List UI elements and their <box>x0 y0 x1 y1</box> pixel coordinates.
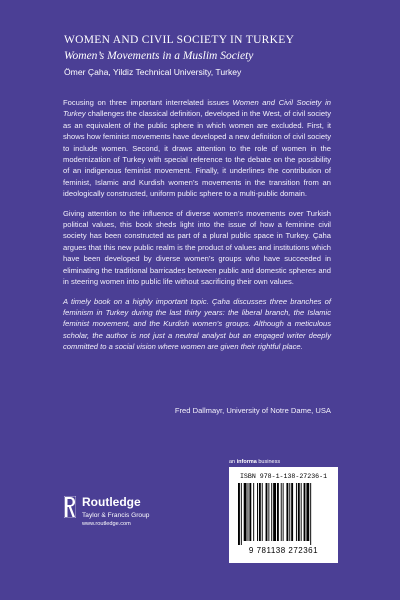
barcode-bar <box>306 483 309 541</box>
barcode-bar <box>283 483 284 541</box>
barcode-bar <box>271 483 272 541</box>
barcode-bar <box>244 483 247 541</box>
barcode-bar <box>241 483 242 545</box>
informa-suffix: business <box>256 459 281 465</box>
routledge-logo-icon <box>64 496 76 518</box>
barcode-bar <box>296 483 297 541</box>
barcode-bar <box>259 483 261 541</box>
barcode-bar <box>266 483 268 541</box>
barcode-bar <box>286 483 288 541</box>
blurb-text <box>63 97 331 361</box>
isbn-label: ISBN 978-1-138-27236-1 <box>239 473 328 480</box>
informa-prefix: an <box>229 459 237 465</box>
publisher-group: Taylor & Francis Group <box>82 512 150 519</box>
barcode-bar <box>277 483 279 541</box>
isbn-barcode-panel <box>229 467 338 563</box>
barcode-bar <box>281 483 282 541</box>
endorsement-quote: A timely book on a highly important topic. Çaha discusses three branches of feminism in Turkey during the last thirty years: the liberal branch, the Islamic feminist movement, and the Kurdish women’s groups. Although a meticulous scholar, the author is not just a neutral analyst but an engaged writer deeply committed to a social vision where women are given their rightful place. <box>63 296 331 352</box>
blurb-p1-lead: Focusing on three important interrelated issues <box>63 98 233 107</box>
publisher-name: Routledge <box>82 495 141 509</box>
barcode-bar <box>291 483 293 541</box>
barcode-bar <box>238 483 240 545</box>
endorsement-source: Fred Dallmayr, University of Notre Dame, USA <box>174 406 331 415</box>
barcode-bar <box>298 483 300 541</box>
barcode-bar <box>248 483 249 541</box>
barcode-bar <box>289 483 290 541</box>
barcode-bar <box>273 483 276 541</box>
publisher-url: www.routledge.com <box>82 521 131 527</box>
isbn-number: 9 781138 272361 <box>248 546 319 555</box>
book-author: Ömer Çaha, Yildiz Technical University, Turkey <box>64 67 242 77</box>
barcode-bar <box>304 483 306 541</box>
blurb-p1-book-title: Women and Civil Society in Turkey <box>63 98 331 119</box>
book-title: WOMEN AND CIVIL SOCIETY IN TURKEY <box>64 34 295 46</box>
barcode-bar <box>262 483 263 541</box>
barcode-bar <box>301 483 302 541</box>
barcode-graphic <box>237 483 330 545</box>
barcode-bar <box>310 483 311 545</box>
barcode-bar <box>253 483 254 541</box>
barcode-bar <box>257 483 258 541</box>
informa-name: informa <box>236 459 257 465</box>
book-subtitle: Women’s Movements in a Muslim Society <box>64 50 254 62</box>
barcode-bar <box>249 483 251 541</box>
blurb-paragraph-2: Giving attention to the influence of diverse women’s movements over Turkish political values, this book sheds light into the issue of how a feminine civil society has been constructed as part of a plural public space in Turkey. Çaha argues that this new public realm is the product of values and institutions which have been developed by diverse women’s groups who have succeeded in eliminating the traditional barricades between public and domestic spheres and in steering women into public life without sacrificing their own values. <box>63 208 331 287</box>
blurb-paragraph-1 <box>63 97 331 200</box>
informa-business-line <box>229 459 280 465</box>
blurb-p1-rest: challenges the classical definition, developed in the West, of civil society as an equivalent of the public sphere in which women are excluded. First, it shows how feminist movements have developed a new definition of civil society to include women. Second, it draws attention to the role of women in the modernization of Turkey with special reference to the debate on the possibility of an indigenous feminist movement. Finally, it underlines the contribution of feminist, Islamic and Kurdish women’s movements in the transition from an ideologically constructed, uniform public sphere to a multi-public domain. <box>63 109 331 199</box>
barcode-bar <box>268 483 269 541</box>
